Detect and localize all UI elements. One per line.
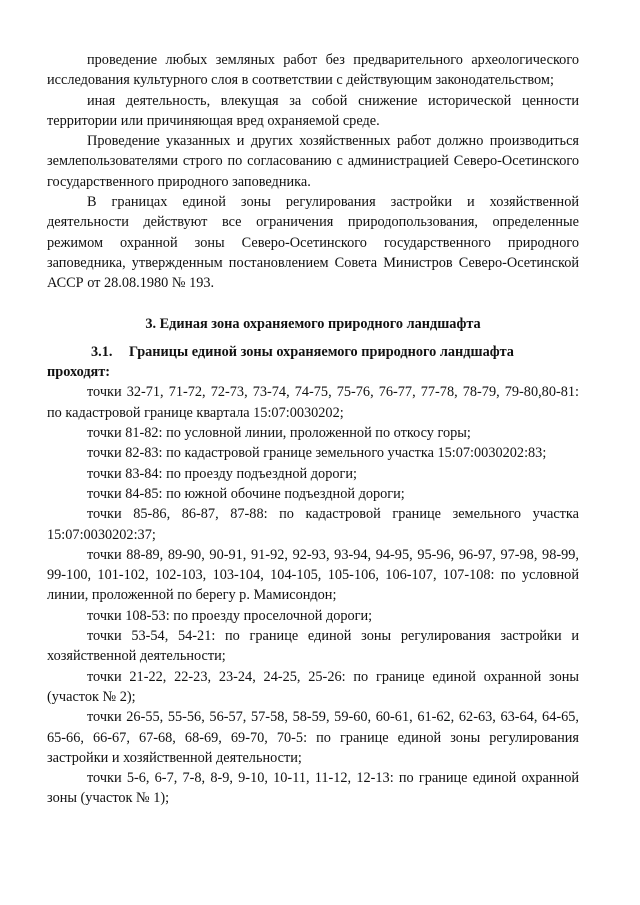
- boundary-point-item: точки 32-71, 71-72, 72-73, 73-74, 74-75, 75-76, 76-77, 77-78, 78-79, 79-80,80-81: по кадастровой границе квартала 15:07:0030202;: [47, 384, 579, 421]
- boundary-point-item: точки 108-53: по проезду проселочной дороги;: [87, 607, 373, 624]
- boundary-point-item: точки 21-22, 22-23, 23-24, 24-25, 25-26: по границе единой охранной зоны (участок № 2);: [47, 668, 579, 705]
- boundary-point-item: точки 81-82: по условной линии, проложенной по откосу горы;: [87, 425, 471, 442]
- boundary-point-item: точки 26-55, 55-56, 56-57, 57-58, 58-59, 59-60, 60-61, 61-62, 62-63, 63-64, 64-65, 65-66, 66-67, 67-68, 68-69, 69-70, 70-5: по границе единой зоны регулирования застройки и хозяйственной деятельности;: [47, 709, 579, 766]
- subsection-title: Границы единой зоны охраняемого природного ландшафта: [129, 343, 514, 360]
- paragraph-excavation: проведение любых земляных работ без предварительного археологического исследования культурного слоя в соответствии с действующим законодательством;: [47, 52, 579, 89]
- boundary-point-item: точки 85-86, 86-87, 87-88: по кадастровой границе земельного участка 15:07:0030202:37;: [47, 506, 579, 543]
- boundary-point-item: точки 82-83: по кадастровой границе земельного участка 15:07:0030202:83;: [87, 445, 547, 462]
- paragraph-coordination: Проведение указанных и других хозяйственных работ должно производиться землепользователями строго по согласованию с администрацией Северо-Осетинского государственного природного заповедника.: [47, 133, 579, 190]
- subsection-heading: [47, 342, 579, 362]
- boundary-point-item: точки 84-85: по южной обочине подъездной дороги;: [87, 485, 405, 502]
- paragraph-restrictions: В границах единой зоны регулирования застройки и хозяйственной деятельности действуют все ограничения природопользования, определенные режимом охранной зоны Северо-Осетинского государственного природного заповедника, утвержденным постановлением Совета Министров Северо-Осетинской АССР от 28.08.1980 № 193.: [47, 194, 579, 292]
- boundary-point-item: точки 5-6, 6-7, 7-8, 8-9, 9-10, 10-11, 11-12, 12-13: по границе единой охранной зоны (участок № 1);: [47, 770, 579, 807]
- section-title: 3. Единая зона охраняемого природного ландшафта: [145, 315, 481, 332]
- subsection-continuation: проходят:: [47, 364, 111, 381]
- subsection-number: 3.1.: [91, 343, 113, 360]
- document-page: [47, 50, 579, 809]
- boundary-point-item: точки 53-54, 54-21: по границе единой зоны регулирования застройки и хозяйственной деятельности;: [47, 628, 579, 665]
- boundary-point-item: точки 83-84: по проезду подъездной дороги;: [87, 465, 357, 482]
- paragraph-other-activity: иная деятельность, влекущая за собой снижение исторической ценности территории или причиняющая вред охраняемой среде.: [47, 92, 579, 129]
- boundary-point-item: точки 88-89, 89-90, 90-91, 91-92, 92-93, 93-94, 94-95, 95-96, 96-97, 97-98, 98-99, 99-100, 101-102, 102-103, 103-104, 104-105, 105-106, 106-107, 107-108: по условной линии, проложенной по берегу р. Мамисондон;: [47, 546, 579, 604]
